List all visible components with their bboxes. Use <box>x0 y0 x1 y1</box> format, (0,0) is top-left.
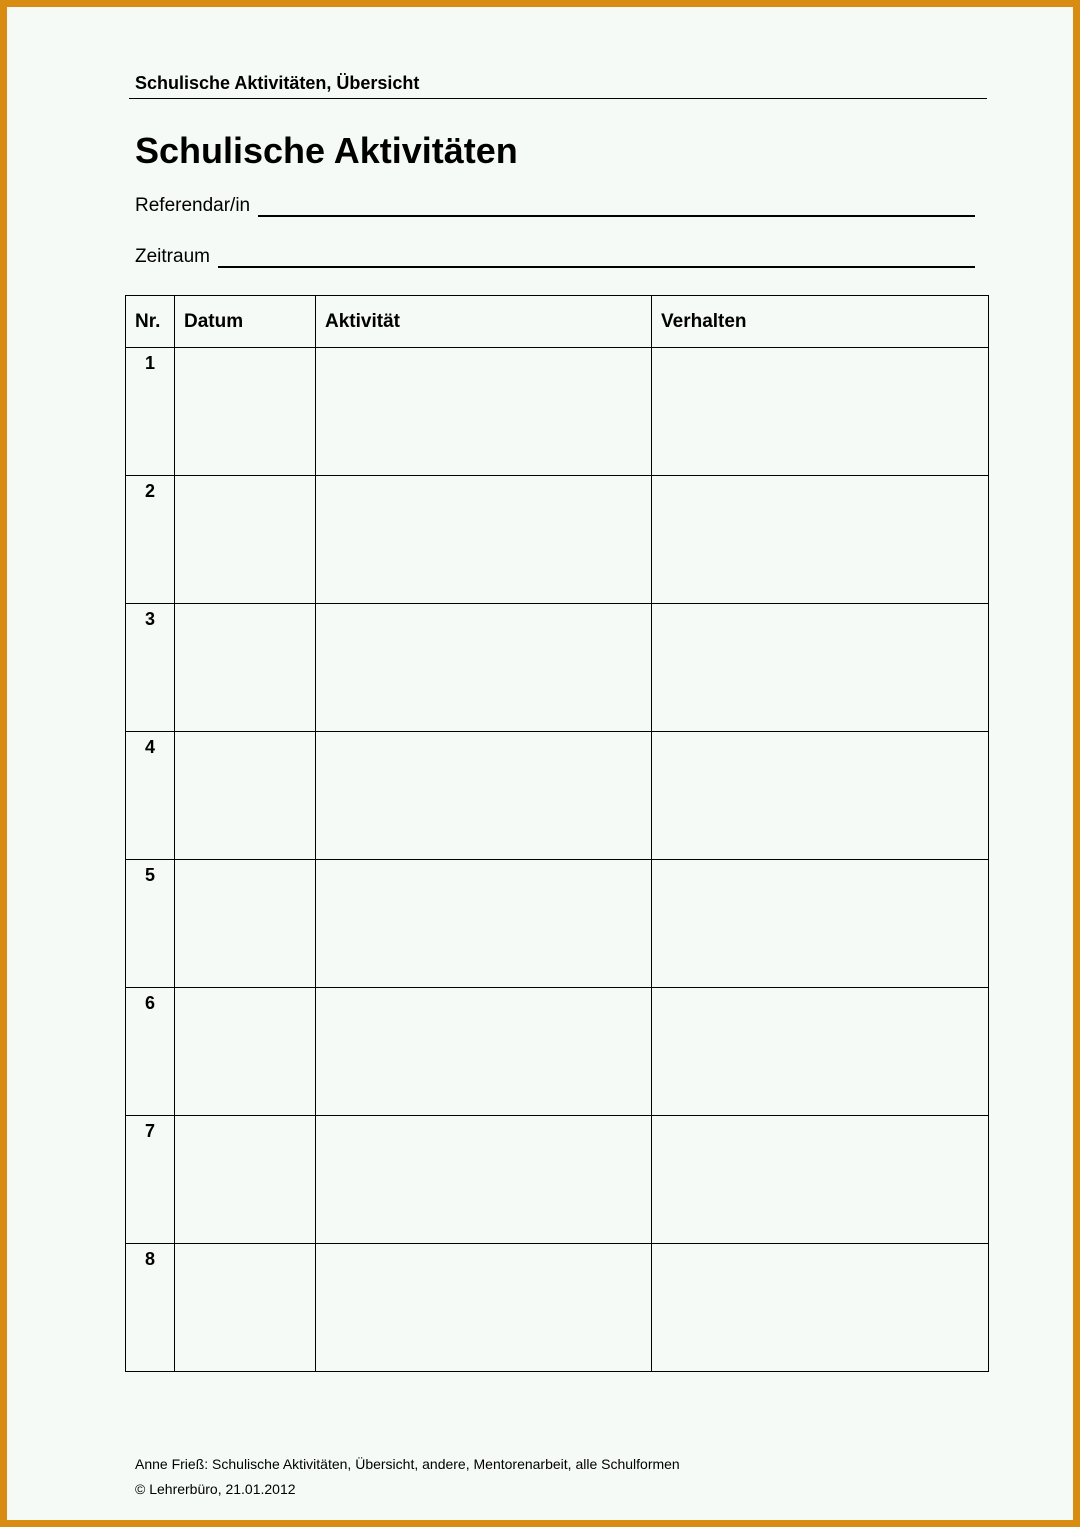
referendar-line <box>258 215 975 217</box>
row-number: 1 <box>126 348 175 476</box>
verhalten-cell <box>652 604 989 732</box>
row-number: 7 <box>126 1116 175 1244</box>
referendar-field <box>135 188 975 218</box>
datum-cell <box>175 1116 316 1244</box>
table-row <box>126 860 989 988</box>
aktivitaet-cell <box>316 476 652 604</box>
aktivitaet-cell <box>316 988 652 1116</box>
document-footer <box>135 1452 680 1502</box>
aktivitaet-cell <box>316 604 652 732</box>
table-row <box>126 604 989 732</box>
datum-cell <box>175 1244 316 1372</box>
table-row <box>126 988 989 1116</box>
aktivitaet-cell <box>316 860 652 988</box>
verhalten-cell <box>652 348 989 476</box>
header-nr: Nr. <box>126 296 175 348</box>
table-row <box>126 1244 989 1372</box>
zeitraum-label: Zeitraum <box>135 246 210 267</box>
verhalten-cell <box>652 1116 989 1244</box>
row-number: 8 <box>126 1244 175 1372</box>
referendar-label: Referendar/in <box>135 195 251 216</box>
running-header-text: Schulische Aktivitäten, Übersicht <box>135 73 420 93</box>
header-datum: Datum <box>175 296 316 348</box>
row-number: 4 <box>126 732 175 860</box>
verhalten-cell <box>652 988 989 1116</box>
header-verhalten: Verhalten <box>652 296 989 348</box>
row-number: 6 <box>126 988 175 1116</box>
zeitraum-line <box>218 266 975 268</box>
table-header-row <box>126 296 989 348</box>
datum-cell <box>175 860 316 988</box>
header-aktivitaet: Aktivität <box>316 296 652 348</box>
aktivitaet-cell <box>316 1244 652 1372</box>
row-number: 5 <box>126 860 175 988</box>
datum-cell <box>175 348 316 476</box>
table-row <box>126 1116 989 1244</box>
row-number: 3 <box>126 604 175 732</box>
zeitraum-field <box>135 239 975 269</box>
aktivitaet-cell <box>316 1116 652 1244</box>
aktivitaet-cell <box>316 732 652 860</box>
verhalten-cell <box>652 860 989 988</box>
datum-cell <box>175 732 316 860</box>
verhalten-cell <box>652 732 989 860</box>
datum-cell <box>175 604 316 732</box>
footer-source-line: Anne Frieß: Schulische Aktivitäten, Übersicht, andere, Mentorenarbeit, alle Schulformen <box>135 1456 680 1472</box>
verhalten-cell <box>652 476 989 604</box>
activities-table <box>125 295 989 1372</box>
datum-cell <box>175 988 316 1116</box>
running-header <box>129 71 987 99</box>
footer-copyright-line: © Lehrerbüro, 21.01.2012 <box>135 1481 296 1497</box>
table-row <box>126 476 989 604</box>
aktivitaet-cell <box>316 348 652 476</box>
row-number: 2 <box>126 476 175 604</box>
datum-cell <box>175 476 316 604</box>
verhalten-cell <box>652 1244 989 1372</box>
table-row <box>126 348 989 476</box>
page-title: Schulische Aktivitäten <box>135 130 518 171</box>
table-row <box>126 732 989 860</box>
